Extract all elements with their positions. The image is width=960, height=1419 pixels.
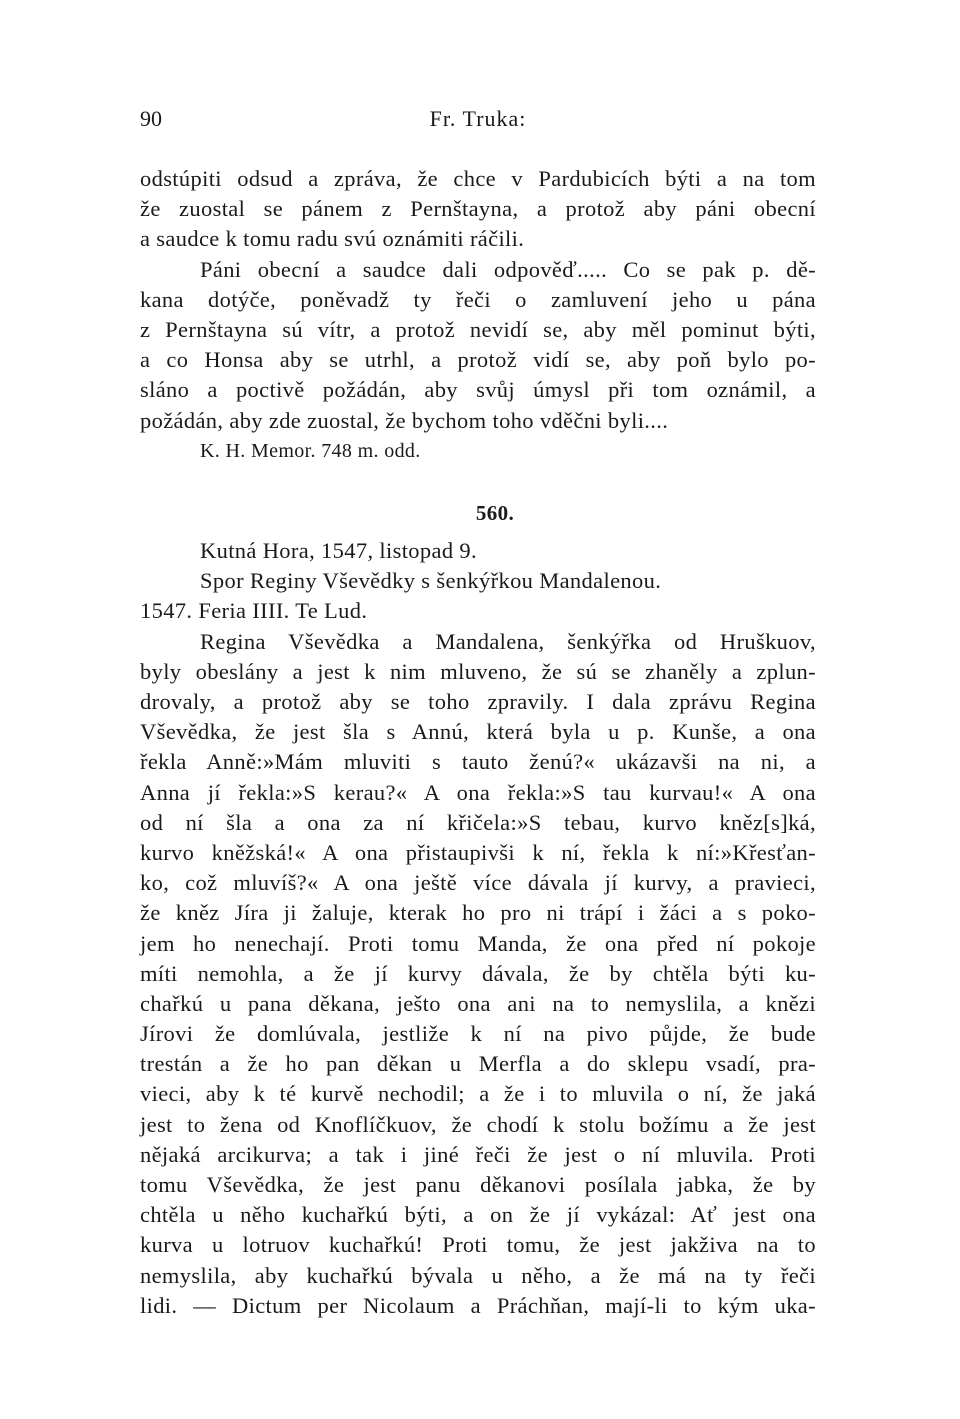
page-number: 90: [140, 106, 162, 131]
text-line: ko, což mluvíš?« A ona ještě více dávala jí kurvy, a pravieci,: [140, 870, 816, 896]
text-line: kana dotýče, poněvadž ty řeči o zamluvení jeho u pána: [140, 286, 816, 312]
text-line: řekla Anně:»Mám mluviti s tauto ženú?« ukázavši na ni, a: [140, 749, 816, 775]
text-line: vieci, aby k té kurvě nechodil; a že i to mluvila o ní, že jaká: [140, 1081, 816, 1107]
text-line: že zuostal se pánem z Pernštayna, a protož aby páni obecní: [140, 196, 816, 222]
text-line: míti nemohla, a že jí kurvy dávala, že by chtěla býti ku-: [140, 960, 816, 986]
text-line: jem ho nenechají. Proti tomu Manda, že ona před ní pokoje: [140, 930, 816, 956]
text-line: kurva u lotruov kuchařkú! Proti tomu, že jest jakživa na to: [140, 1232, 816, 1258]
text-line: že kněz Jíra ji žaluje, kterak ho pro ni trápí i žáci a s poko-: [140, 900, 816, 926]
text-line: drovaly, a protož aby se toho zpravily. I dala zprávu Regina: [140, 689, 816, 714]
archive-citation: K. H. Memor. 748 m. odd.: [200, 439, 421, 462]
running-head-author: Fr. Truka:: [429, 106, 527, 131]
body-text: [140, 164, 816, 1321]
text-line: nemyslila, aby kuchařkú bývala u něho, a že má na ty řeči: [140, 1262, 816, 1288]
text-line: odstúpiti odsud a zpráva, že chce v Pardubicích býti a na tom: [140, 166, 816, 191]
text-line: Regina Vševědka a Mandalena, šenkýřka od Hruškuov,: [200, 628, 816, 654]
text-line: a co Honsa aby se utrhl, a protož vidí se, aby poň bylo po-: [140, 347, 816, 373]
text-line: kurvo kněžská!« A ona přistaupivši k ní, řekla k ní:»Křesťan-: [140, 839, 816, 865]
text-line: tomu Vševědka, že jest panu děkanovi posílala jabka, že by: [140, 1172, 816, 1197]
text-line: Páni obecní a saudce dali odpověď..... Co se pak p. dě-: [200, 256, 816, 282]
text-line: Vševědka, že jest šla s Annú, která byla u p. Kunše, a ona: [140, 719, 816, 745]
document-place-date: Kutná Hora, 1547, listopad 9.: [200, 538, 477, 564]
text-line: požádán, aby zde zuostal, že bychom toho vděčni byli....: [140, 407, 669, 433]
document-summary: Spor Reginy Vševědky s šenkýřkou Mandalenou.: [200, 568, 662, 594]
text-line: sláno a poctivě požádán, aby svůj úmysl při tom oznámil, a: [140, 377, 816, 403]
text-line: trestán a že ho pan děkan u Merfla a do sklepu vsadí, pra-: [140, 1051, 816, 1077]
text-line: od ní šla a ona za ní křičela:»S tebau, kurvo kněz[s]ká,: [140, 809, 816, 835]
running-head: [140, 104, 816, 134]
text-line: z Pernštayna sú vítr, a protož nevidí se, aby měl pominut býti,: [140, 316, 816, 342]
text-line: chtěla u něho kuchařkú býti, a on že jí vykázal: Ať jest ona: [140, 1202, 816, 1228]
text-line: jest to žena od Knoflíčkuov, že chodí k stolu božímu a že jest: [140, 1111, 816, 1137]
text-line: byly obeslány a jest k nim mluveno, že sú se zhaněly a zplun-: [140, 658, 816, 684]
text-line: chařkú u pana děkana, ješto ona ani na to nemyslila, a knězi: [140, 990, 816, 1016]
document-dating: 1547. Feria IIII. Te Lud.: [140, 598, 368, 624]
text-line: nějaká arcikurva; a tak i jiné řeči že jest o ní mluvila. Proti: [140, 1141, 816, 1167]
text-line: Jírovi že domlúvala, jestliže k ní na pivo půjde, že bude: [140, 1021, 816, 1047]
text-line: Anna jí řekla:»S kerau?« A ona řekla:»S tau kurvau!« A ona: [140, 779, 816, 805]
text-line: a saudce k tomu radu svú oznámiti ráčili.: [140, 226, 525, 252]
document-number: 560.: [475, 500, 515, 525]
text-line: lidi. — Dictum per Nicolaum a Práchňan, mají-li to kým uka-: [140, 1292, 816, 1318]
